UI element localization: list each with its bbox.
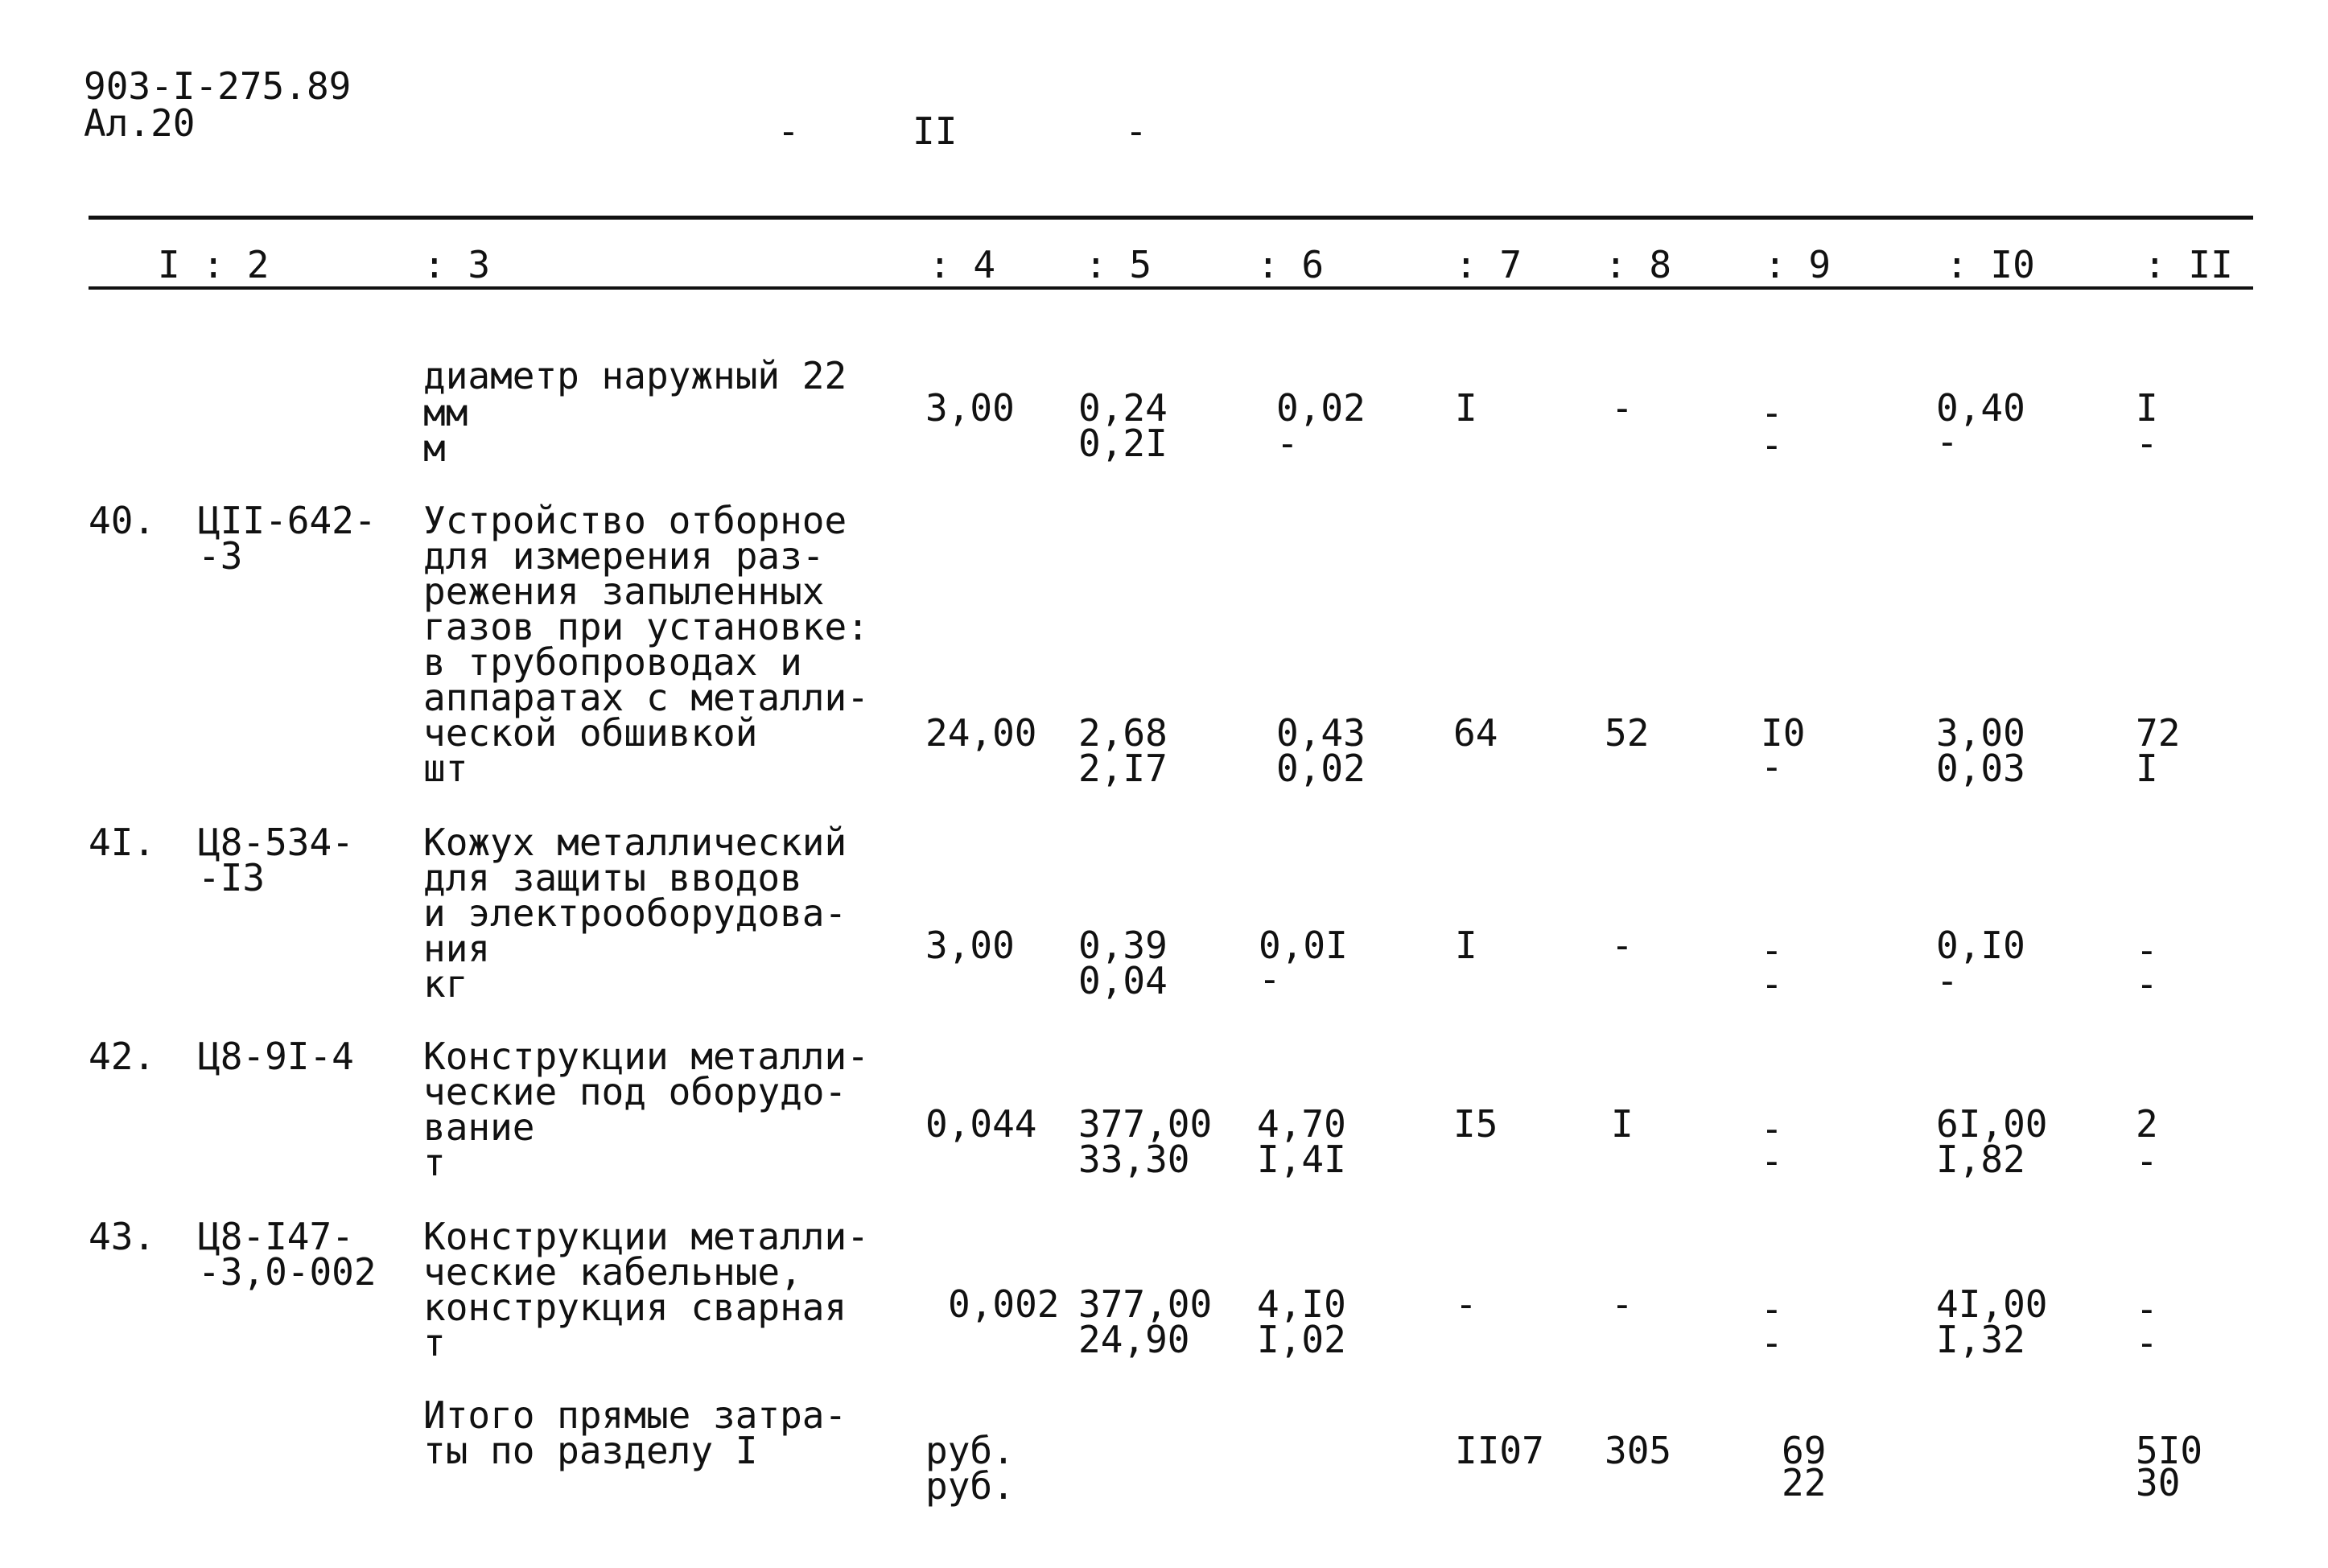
row-col11: I	[2136, 747, 2158, 790]
column-header: : 7	[1455, 243, 1522, 286]
row-description: для измерения раз-	[423, 534, 825, 578]
total-col11: 30	[2136, 1461, 2181, 1504]
row-col6: I,4I	[1257, 1138, 1346, 1181]
row-col11: -	[2136, 928, 2158, 972]
row-description: шт	[423, 747, 468, 790]
row-col11: 2	[2136, 1102, 2158, 1146]
row-col8: -	[1611, 1282, 1634, 1326]
row-col5: 33,30	[1078, 1138, 1190, 1181]
total-description: Итого прямые затра-	[423, 1393, 847, 1437]
row-col5: 377,00	[1078, 1282, 1213, 1326]
row-description: Конструкции металли-	[423, 1035, 869, 1078]
row-col5: 0,39	[1078, 924, 1168, 967]
row-col11: -	[2136, 1287, 2158, 1331]
column-header: : 6	[1257, 243, 1325, 286]
row-description: конструкция сварная	[423, 1286, 847, 1329]
column-header: : 9	[1764, 243, 1831, 286]
row-col11: -	[2136, 962, 2158, 1006]
row-col6: 0,43	[1276, 711, 1366, 755]
row-col8: -	[1611, 924, 1634, 967]
column-header: I : 2	[158, 243, 270, 286]
row-col5: 0,2I	[1078, 422, 1168, 465]
total-unit: руб.	[925, 1464, 1015, 1508]
row-description: т	[423, 1321, 446, 1364]
row-col7: I	[1455, 386, 1477, 430]
row-description: режения запыленных	[423, 570, 825, 613]
page-number: II	[913, 109, 958, 153]
row-col10: 3,00	[1936, 711, 2025, 755]
row-description: вание	[423, 1105, 535, 1149]
column-header: : II	[2144, 243, 2233, 286]
row-col10: I,82	[1936, 1138, 2025, 1181]
row-col11: -	[2136, 422, 2158, 465]
row-col8: I	[1611, 1102, 1634, 1146]
row-col10: -	[1936, 420, 1959, 463]
row-col4: 24,00	[925, 711, 1037, 755]
page-dash-right: -	[1125, 109, 1148, 153]
row-col6: 0,02	[1276, 747, 1366, 790]
row-col7: -	[1455, 1282, 1477, 1326]
row-code: -I3	[198, 856, 266, 899]
row-col9: -	[1761, 962, 1783, 1006]
column-header: : 5	[1085, 243, 1152, 286]
row-col6: 0,02	[1276, 386, 1366, 430]
table-header-rule	[89, 286, 2253, 290]
row-description: и электрооборудова-	[423, 891, 847, 935]
row-col10: I,32	[1936, 1318, 2025, 1361]
total-unit: руб.	[925, 1429, 1015, 1472]
row-code: -3,0-002	[198, 1250, 377, 1294]
row-description: аппаратах с металли-	[423, 676, 869, 719]
row-description: ческой обшивкой	[423, 711, 758, 755]
total-col11: 5I0	[2136, 1429, 2203, 1472]
row-col5: 2,68	[1078, 711, 1168, 755]
row-code: ЦII-642-	[198, 499, 377, 542]
row-col10: 6I,00	[1936, 1102, 2048, 1146]
row-col10: 0,40	[1936, 386, 2025, 430]
row-col4: 3,00	[925, 386, 1015, 430]
row-code: Ц8-9I-4	[198, 1035, 354, 1078]
page-dash-left: -	[777, 109, 800, 153]
row-col10: 4I,00	[1936, 1282, 2048, 1326]
row-description: ческие кабельные,	[423, 1250, 802, 1294]
row-col9: -	[1761, 745, 1783, 788]
row-col8: 52	[1605, 711, 1650, 755]
row-col7: I	[1455, 924, 1477, 967]
row-col7: 64	[1453, 711, 1498, 755]
row-code: Ц8-I47-	[198, 1215, 354, 1258]
total-col9: 22	[1782, 1461, 1827, 1504]
total-col8: 305	[1605, 1429, 1672, 1472]
row-col10: 0,03	[1936, 747, 2025, 790]
row-description: Конструкции металли-	[423, 1215, 869, 1258]
row-number: 43.	[89, 1215, 156, 1258]
row-col6: 4,I0	[1257, 1282, 1346, 1326]
row-number: 40.	[89, 499, 156, 542]
row-col11: I	[2136, 386, 2158, 430]
column-header: : 4	[929, 243, 996, 286]
row-col9: -	[1761, 1287, 1783, 1331]
row-col10: -	[1936, 959, 1959, 1002]
row-description: Устройство отборное	[423, 499, 847, 542]
row-description: т	[423, 1141, 446, 1184]
row-col5: 0,24	[1078, 386, 1168, 430]
total-description: ты по разделу I	[423, 1429, 758, 1472]
row-description: диаметр наружный 22	[423, 354, 847, 397]
total-col7: II07	[1455, 1429, 1544, 1472]
column-header: : 8	[1605, 243, 1672, 286]
row-col5: 377,00	[1078, 1102, 1213, 1146]
row-col11: -	[2136, 1139, 2158, 1183]
row-col9: -	[1761, 1107, 1783, 1150]
row-col9: -	[1761, 391, 1783, 434]
album-number: Ал.20	[84, 101, 196, 145]
row-description: ческие под оборудо-	[423, 1070, 847, 1113]
row-number: 4I.	[89, 821, 156, 864]
row-col6: 4,70	[1257, 1102, 1346, 1146]
row-code: Ц8-534-	[198, 821, 354, 864]
row-description: м	[423, 426, 446, 470]
row-description: в трубопроводах и	[423, 640, 802, 684]
row-col9: -	[1761, 423, 1783, 467]
row-col9: -	[1761, 1139, 1783, 1183]
row-col5: 2,I7	[1078, 747, 1168, 790]
row-description: кг	[423, 962, 468, 1006]
document-code: 903-I-275.89	[84, 64, 352, 108]
column-header: : I0	[1946, 243, 2035, 286]
row-col6: I,02	[1257, 1318, 1346, 1361]
row-col4: 3,00	[925, 924, 1015, 967]
total-col9: 69	[1782, 1429, 1827, 1472]
row-col11: 72	[2136, 711, 2181, 755]
row-col5: 24,90	[1078, 1318, 1190, 1361]
row-description: газов при установке:	[423, 605, 869, 648]
row-col10: 0,I0	[1936, 924, 2025, 967]
row-col5: 0,04	[1078, 959, 1168, 1002]
row-col8: -	[1611, 386, 1634, 430]
row-description: мм	[423, 391, 468, 434]
row-description: для защиты вводов	[423, 856, 802, 899]
row-code: -3	[198, 534, 243, 578]
row-col4: 0,002	[948, 1282, 1060, 1326]
row-description: ния	[423, 927, 491, 970]
row-col7: I5	[1453, 1102, 1498, 1146]
row-col6: 0,0I	[1259, 924, 1348, 967]
row-col9: -	[1761, 1321, 1783, 1364]
row-number: 42.	[89, 1035, 156, 1078]
table-top-rule	[89, 216, 2253, 220]
row-description: Кожух металлический	[423, 821, 847, 864]
row-col11: -	[2136, 1321, 2158, 1364]
column-header: : 3	[423, 243, 491, 286]
row-col4: 0,044	[925, 1102, 1037, 1146]
row-col6: -	[1259, 957, 1281, 1001]
row-col6: -	[1276, 422, 1299, 465]
row-col9: -	[1761, 928, 1783, 972]
row-col9: I0	[1761, 711, 1806, 755]
